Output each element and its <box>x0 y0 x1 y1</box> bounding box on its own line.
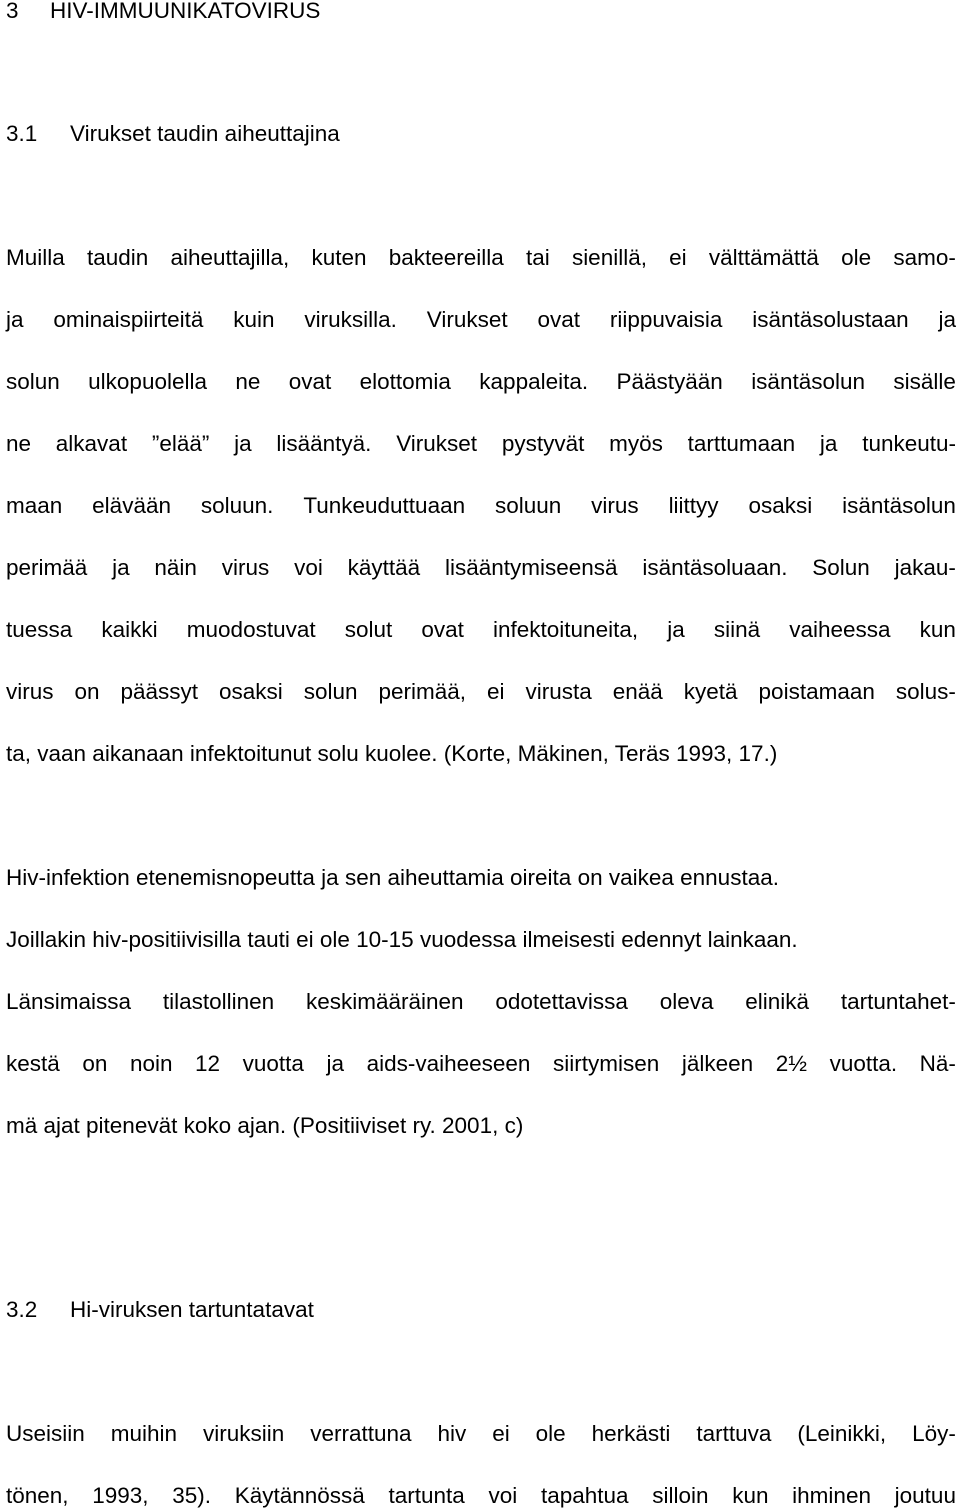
word: hiv <box>437 1421 467 1446</box>
word: lisääntymiseensä <box>444 555 618 580</box>
word: kuten <box>311 245 367 270</box>
word: siinä <box>713 617 761 642</box>
paragraph-line <box>6 493 956 519</box>
word: odotettavissa <box>495 989 628 1014</box>
word: Useisiin <box>6 1421 85 1446</box>
paragraph-line <box>6 989 956 1015</box>
word: vuotta. <box>829 1051 898 1076</box>
word: viruksiin <box>202 1421 285 1446</box>
word: virus <box>6 679 54 704</box>
section-3-2-title: Hi-viruksen tartuntatavat <box>70 1297 314 1322</box>
paragraph-line <box>6 617 956 643</box>
word: enää <box>612 679 663 704</box>
word: tilastollinen <box>162 989 275 1014</box>
word: ihminen <box>792 1483 871 1508</box>
word: ja <box>819 431 838 456</box>
word: päässyt <box>120 679 199 704</box>
word: ”elää” <box>151 431 210 456</box>
chapter-number: 3 <box>6 0 19 23</box>
paragraph-line: ta, vaan aikanaan infektoitunut solu kuolee. (Korte, Mäkinen, Teräs 1993, 17.) <box>6 741 778 766</box>
word: siirtymisen <box>553 1051 660 1076</box>
word: ulkopuolella <box>88 369 207 394</box>
word: jälkeen <box>681 1051 754 1076</box>
word: Virukset <box>426 307 508 332</box>
chapter-heading <box>6 0 320 24</box>
word: vuotta <box>242 1051 304 1076</box>
word: tarttuva <box>696 1421 772 1446</box>
word: elävään <box>92 493 171 518</box>
word: Virukset <box>396 431 478 456</box>
word: on <box>74 679 100 704</box>
word: tuessa <box>6 617 73 642</box>
word: näin <box>154 555 197 580</box>
word: solut <box>344 617 393 642</box>
word: kuin <box>233 307 275 332</box>
word: ja <box>938 307 956 332</box>
word: bakteereilla <box>388 245 504 270</box>
word: silloin <box>652 1483 709 1508</box>
word: Solun <box>812 555 870 580</box>
paragraph-line <box>6 1051 956 1077</box>
word: vaiheessa <box>789 617 891 642</box>
word: soluun. <box>200 493 274 518</box>
word: infektoituneita, <box>493 617 639 642</box>
word: elottomia <box>359 369 451 394</box>
word: kaikki <box>101 617 158 642</box>
word: maan <box>6 493 63 518</box>
word: 2½ <box>775 1051 807 1076</box>
word: tunkeutu- <box>862 431 956 456</box>
word: ja <box>6 307 24 332</box>
paragraph-line: Joillakin hiv-positiivisilla tauti ei ole 10-15 vuodessa ilmeisesti edennyt lainkaan. <box>6 927 798 952</box>
word: kestä <box>6 1051 60 1076</box>
paragraph-line <box>6 1483 956 1509</box>
word: aiheuttajilla, <box>170 245 290 270</box>
paragraph-line <box>6 307 956 333</box>
section-3-2-heading <box>6 1297 314 1323</box>
word: ovat <box>288 369 332 394</box>
word: (Leinikki, <box>797 1421 887 1446</box>
word: aids-vaiheeseen <box>366 1051 531 1076</box>
word: Länsimaissa <box>6 989 132 1014</box>
word: isäntäsolustaan <box>752 307 909 332</box>
word: viruksilla. <box>304 307 397 332</box>
word: isäntäsolun <box>751 369 866 394</box>
word: riippuvaisia <box>609 307 723 332</box>
word: solus- <box>895 679 956 704</box>
paragraph-line <box>6 679 956 705</box>
word: tartuntahet- <box>840 989 956 1014</box>
word: ei <box>669 245 687 270</box>
word: kun <box>732 1483 769 1508</box>
paragraph-line: Hiv-infektion etenemisnopeutta ja sen aiheuttamia oireita on vaikea ennustaa. <box>6 865 779 890</box>
word: ja <box>667 617 685 642</box>
word: myös <box>609 431 663 456</box>
word: tönen, <box>6 1483 69 1508</box>
paragraph-line <box>6 431 956 457</box>
section-3-2-number: 3.2 <box>6 1297 38 1322</box>
chapter-title: HIV-IMMUUNIKATOVIRUS <box>50 0 321 23</box>
word: ja <box>326 1051 345 1076</box>
paragraph-line: mä ajat pitenevät koko ajan. (Positiiviset ry. 2001, c) <box>6 1113 524 1138</box>
word: perimää, <box>378 679 467 704</box>
word: voi <box>488 1483 518 1508</box>
word: välttämättä <box>708 245 819 270</box>
word: oleva <box>659 989 714 1014</box>
word: 35). <box>172 1483 212 1508</box>
word: poistamaan <box>758 679 875 704</box>
word: Löy- <box>912 1421 956 1446</box>
word: virus <box>591 493 639 518</box>
word: elinikä <box>745 989 810 1014</box>
word: kappaleita. <box>479 369 589 394</box>
word: alkavat <box>55 431 128 456</box>
word: solun <box>303 679 358 704</box>
paragraph-line <box>6 245 956 271</box>
section-3-1-title: Virukset taudin aiheuttajina <box>70 121 340 146</box>
word: ne <box>235 369 261 394</box>
word: noin <box>129 1051 173 1076</box>
word: tartunta <box>388 1483 465 1508</box>
section-3-1-heading <box>6 121 340 147</box>
paragraph-line <box>6 555 956 581</box>
word: taudin <box>86 245 149 270</box>
word: Käytännössä <box>234 1483 365 1508</box>
word: ole <box>535 1421 566 1446</box>
word: tarttumaan <box>687 431 796 456</box>
word: perimää <box>6 555 88 580</box>
word: isäntäsolun <box>842 493 956 518</box>
word: käyttää <box>347 555 421 580</box>
word: 1993, <box>92 1483 149 1508</box>
word: herkästi <box>591 1421 671 1446</box>
word: ei <box>492 1421 510 1446</box>
word: isäntäsoluaan. <box>642 555 788 580</box>
word: Päästyään <box>616 369 723 394</box>
word: joutuu <box>894 1483 956 1508</box>
word: kun <box>919 617 956 642</box>
word: solun <box>6 369 60 394</box>
word: virusta <box>525 679 592 704</box>
word: ominaispiirteitä <box>53 307 204 332</box>
word: muihin <box>110 1421 178 1446</box>
word: virus <box>221 555 270 580</box>
word: keskimääräinen <box>305 989 464 1014</box>
paragraph-line <box>6 369 956 395</box>
word: muodostuvat <box>186 617 316 642</box>
word: Tunkeuduttuaan <box>303 493 466 518</box>
word: tapahtua <box>540 1483 629 1508</box>
word: Nä- <box>919 1051 956 1076</box>
word: kyetä <box>683 679 738 704</box>
word: sienillä, <box>571 245 647 270</box>
word: on <box>82 1051 108 1076</box>
word: tai <box>525 245 550 270</box>
word: ja <box>234 431 252 456</box>
word: liittyy <box>668 493 719 518</box>
section-3-1-number: 3.1 <box>6 121 38 146</box>
word: jakau- <box>894 555 956 580</box>
word: verrattuna <box>310 1421 412 1446</box>
word: sisälle <box>893 369 956 394</box>
word: osaksi <box>748 493 813 518</box>
word: osaksi <box>219 679 283 704</box>
word: ovat <box>537 307 581 332</box>
word: ole <box>841 245 872 270</box>
word: ne <box>6 431 32 456</box>
word: 12 <box>195 1051 221 1076</box>
word: ovat <box>421 617 464 642</box>
paragraph-line <box>6 1421 956 1447</box>
word: ja <box>112 555 130 580</box>
word: soluun <box>494 493 562 518</box>
word: pystyvät <box>501 431 585 456</box>
word: Muilla <box>6 245 65 270</box>
word: ei <box>487 679 505 704</box>
word: lisääntyä. <box>276 431 372 456</box>
word: voi <box>294 555 323 580</box>
word: samo- <box>893 245 956 270</box>
